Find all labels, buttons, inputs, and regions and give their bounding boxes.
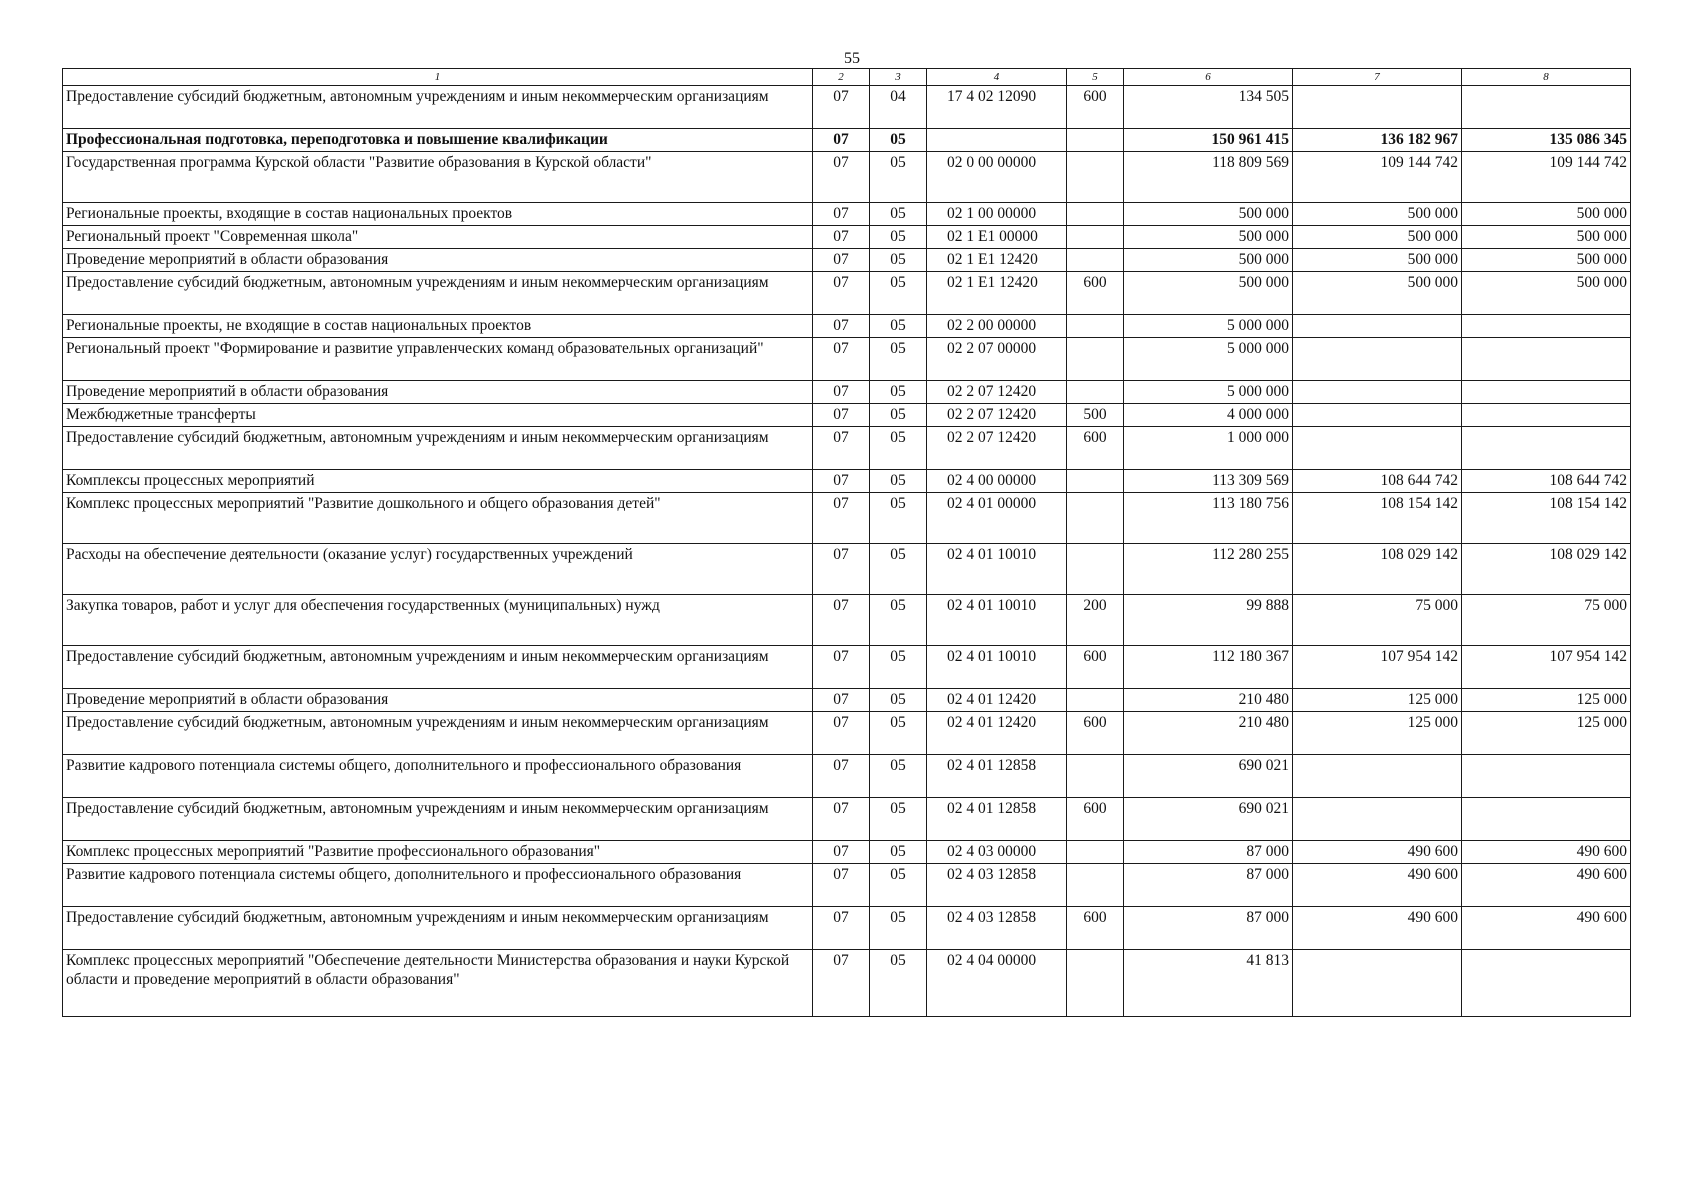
target-article-code: 02 2 07 12420	[927, 404, 1067, 427]
expense-type-code	[1067, 203, 1124, 226]
target-article-code: 02 4 01 10010	[927, 595, 1067, 646]
amount-column-8: 500 000	[1462, 249, 1631, 272]
target-article-code: 17 4 02 12090	[927, 86, 1067, 129]
amount-column-6: 690 021	[1124, 798, 1293, 841]
amount-column-7	[1293, 381, 1462, 404]
amount-column-7	[1293, 427, 1462, 470]
row-name: Государственная программа Курской области "Развитие образования в Курской области"	[63, 152, 813, 203]
expense-type-code: 600	[1067, 646, 1124, 689]
table-row	[63, 249, 1631, 272]
row-name: Развитие кадрового потенциала системы общего, дополнительного и профессионального образования	[63, 864, 813, 907]
amount-column-8	[1462, 798, 1631, 841]
table-body	[63, 69, 1631, 1017]
amount-column-6: 210 480	[1124, 712, 1293, 755]
column-number: 8	[1462, 69, 1631, 86]
amount-column-8: 108 644 742	[1462, 470, 1631, 493]
target-article-code: 02 2 00 00000	[927, 315, 1067, 338]
row-name: Региональные проекты, входящие в состав национальных проектов	[63, 203, 813, 226]
amount-column-6: 5 000 000	[1124, 381, 1293, 404]
row-name: Комплексы процессных мероприятий	[63, 470, 813, 493]
subsection-code: 05	[870, 381, 927, 404]
section-code: 07	[813, 544, 870, 595]
table-row	[63, 272, 1631, 315]
column-number-row	[63, 69, 1631, 86]
expense-type-code	[1067, 249, 1124, 272]
row-name: Предоставление субсидий бюджетным, автономным учреждениям и иным некоммерческим организациям	[63, 907, 813, 950]
table-row	[63, 646, 1631, 689]
section-code: 07	[813, 152, 870, 203]
section-code: 07	[813, 493, 870, 544]
amount-column-7	[1293, 798, 1462, 841]
amount-column-7: 490 600	[1293, 907, 1462, 950]
amount-column-6: 1 000 000	[1124, 427, 1293, 470]
amount-column-7: 500 000	[1293, 272, 1462, 315]
subsection-code: 05	[870, 755, 927, 798]
target-article-code: 02 1 E1 12420	[927, 249, 1067, 272]
amount-column-7: 108 644 742	[1293, 470, 1462, 493]
subsection-code: 05	[870, 129, 927, 152]
amount-column-7: 109 144 742	[1293, 152, 1462, 203]
amount-column-7	[1293, 755, 1462, 798]
section-code: 07	[813, 470, 870, 493]
target-article-code: 02 4 03 12858	[927, 864, 1067, 907]
amount-column-7: 125 000	[1293, 712, 1462, 755]
amount-column-8	[1462, 381, 1631, 404]
row-name: Проведение мероприятий в области образования	[63, 249, 813, 272]
amount-column-7: 500 000	[1293, 249, 1462, 272]
amount-column-8: 109 144 742	[1462, 152, 1631, 203]
section-code: 07	[813, 86, 870, 129]
table-row	[63, 595, 1631, 646]
column-number: 6	[1124, 69, 1293, 86]
expense-type-code	[1067, 493, 1124, 544]
subsection-code: 05	[870, 404, 927, 427]
row-name: Региональный проект "Современная школа"	[63, 226, 813, 249]
row-name: Проведение мероприятий в области образования	[63, 689, 813, 712]
subsection-code: 04	[870, 86, 927, 129]
section-code: 07	[813, 646, 870, 689]
amount-column-6: 500 000	[1124, 226, 1293, 249]
amount-column-6: 690 021	[1124, 755, 1293, 798]
section-code: 07	[813, 595, 870, 646]
subsection-code: 05	[870, 272, 927, 315]
amount-column-7: 107 954 142	[1293, 646, 1462, 689]
amount-column-8	[1462, 338, 1631, 381]
amount-column-7	[1293, 338, 1462, 381]
amount-column-8: 490 600	[1462, 864, 1631, 907]
target-article-code	[927, 129, 1067, 152]
table-row	[63, 381, 1631, 404]
amount-column-7: 500 000	[1293, 203, 1462, 226]
column-number: 4	[927, 69, 1067, 86]
target-article-code: 02 4 01 10010	[927, 646, 1067, 689]
section-code: 07	[813, 249, 870, 272]
subsection-code: 05	[870, 493, 927, 544]
table-row	[63, 712, 1631, 755]
subsection-code: 05	[870, 544, 927, 595]
amount-column-6: 87 000	[1124, 864, 1293, 907]
budget-table	[62, 68, 1631, 1017]
subsection-code: 05	[870, 841, 927, 864]
amount-column-7: 490 600	[1293, 841, 1462, 864]
expense-type-code	[1067, 381, 1124, 404]
subsection-code: 05	[870, 646, 927, 689]
subsection-code: 05	[870, 152, 927, 203]
section-code: 07	[813, 203, 870, 226]
table-row	[63, 544, 1631, 595]
target-article-code: 02 0 00 00000	[927, 152, 1067, 203]
target-article-code: 02 1 E1 12420	[927, 272, 1067, 315]
section-code: 07	[813, 950, 870, 1017]
amount-column-8	[1462, 427, 1631, 470]
amount-column-7: 108 154 142	[1293, 493, 1462, 544]
target-article-code: 02 4 01 00000	[927, 493, 1067, 544]
table-row	[63, 907, 1631, 950]
amount-column-8: 500 000	[1462, 272, 1631, 315]
table-row	[63, 203, 1631, 226]
section-code: 07	[813, 689, 870, 712]
expense-type-code	[1067, 950, 1124, 1017]
table-row	[63, 86, 1631, 129]
amount-column-6: 99 888	[1124, 595, 1293, 646]
section-code: 07	[813, 315, 870, 338]
amount-column-8	[1462, 950, 1631, 1017]
target-article-code: 02 1 E1 00000	[927, 226, 1067, 249]
target-article-code: 02 4 04 00000	[927, 950, 1067, 1017]
expense-type-code: 600	[1067, 427, 1124, 470]
subsection-code: 05	[870, 203, 927, 226]
amount-column-6: 150 961 415	[1124, 129, 1293, 152]
subsection-code: 05	[870, 950, 927, 1017]
expense-type-code: 600	[1067, 272, 1124, 315]
amount-column-6: 113 309 569	[1124, 470, 1293, 493]
amount-column-8: 135 086 345	[1462, 129, 1631, 152]
table-row	[63, 129, 1631, 152]
expense-type-code: 600	[1067, 712, 1124, 755]
target-article-code: 02 2 07 12420	[927, 381, 1067, 404]
row-name: Комплекс процессных мероприятий "Обеспечение деятельности Министерства образования и науки Курской области и проведение мероприятий в области образования"	[63, 950, 813, 1017]
expense-type-code	[1067, 841, 1124, 864]
section-code: 07	[813, 272, 870, 315]
amount-column-7: 500 000	[1293, 226, 1462, 249]
amount-column-8: 500 000	[1462, 226, 1631, 249]
table-row	[63, 689, 1631, 712]
amount-column-7: 136 182 967	[1293, 129, 1462, 152]
target-article-code: 02 4 01 10010	[927, 544, 1067, 595]
target-article-code: 02 2 07 00000	[927, 338, 1067, 381]
target-article-code: 02 4 01 12420	[927, 712, 1067, 755]
table-row	[63, 864, 1631, 907]
amount-column-7: 108 029 142	[1293, 544, 1462, 595]
target-article-code: 02 4 03 12858	[927, 907, 1067, 950]
subsection-code: 05	[870, 864, 927, 907]
subsection-code: 05	[870, 338, 927, 381]
amount-column-8	[1462, 315, 1631, 338]
row-name: Профессиональная подготовка, переподготовка и повышение квалификации	[63, 129, 813, 152]
amount-column-8	[1462, 404, 1631, 427]
expense-type-code: 200	[1067, 595, 1124, 646]
section-code: 07	[813, 798, 870, 841]
table-row	[63, 338, 1631, 381]
page-number: 55	[844, 50, 860, 67]
column-number: 7	[1293, 69, 1462, 86]
amount-column-6: 41 813	[1124, 950, 1293, 1017]
column-number: 2	[813, 69, 870, 86]
column-number: 1	[63, 69, 813, 86]
expense-type-code: 600	[1067, 907, 1124, 950]
row-name: Предоставление субсидий бюджетным, автономным учреждениям и иным некоммерческим организациям	[63, 272, 813, 315]
table-row	[63, 841, 1631, 864]
amount-column-7	[1293, 86, 1462, 129]
section-code: 07	[813, 712, 870, 755]
amount-column-8: 75 000	[1462, 595, 1631, 646]
expense-type-code	[1067, 864, 1124, 907]
expense-type-code	[1067, 470, 1124, 493]
target-article-code: 02 4 00 00000	[927, 470, 1067, 493]
amount-column-6: 113 180 756	[1124, 493, 1293, 544]
table-row	[63, 427, 1631, 470]
expense-type-code	[1067, 755, 1124, 798]
amount-column-7: 125 000	[1293, 689, 1462, 712]
section-code: 07	[813, 907, 870, 950]
subsection-code: 05	[870, 427, 927, 470]
expense-type-code: 600	[1067, 86, 1124, 129]
expense-type-code: 500	[1067, 404, 1124, 427]
section-code: 07	[813, 427, 870, 470]
section-code: 07	[813, 404, 870, 427]
expense-type-code	[1067, 689, 1124, 712]
table-row	[63, 152, 1631, 203]
amount-column-8: 490 600	[1462, 907, 1631, 950]
amount-column-6: 500 000	[1124, 203, 1293, 226]
amount-column-6: 134 505	[1124, 86, 1293, 129]
table-row	[63, 315, 1631, 338]
row-name: Расходы на обеспечение деятельности (оказание услуг) государственных учреждений	[63, 544, 813, 595]
subsection-code: 05	[870, 315, 927, 338]
target-article-code: 02 4 01 12858	[927, 755, 1067, 798]
amount-column-8	[1462, 86, 1631, 129]
expense-type-code: 600	[1067, 798, 1124, 841]
table-row	[63, 226, 1631, 249]
target-article-code: 02 4 01 12858	[927, 798, 1067, 841]
section-code: 07	[813, 864, 870, 907]
target-article-code: 02 1 00 00000	[927, 203, 1067, 226]
row-name: Развитие кадрового потенциала системы общего, дополнительного и профессионального образования	[63, 755, 813, 798]
amount-column-8: 125 000	[1462, 712, 1631, 755]
section-code: 07	[813, 755, 870, 798]
amount-column-8	[1462, 755, 1631, 798]
subsection-code: 05	[870, 249, 927, 272]
amount-column-8: 125 000	[1462, 689, 1631, 712]
subsection-code: 05	[870, 712, 927, 755]
table-row	[63, 950, 1631, 1017]
section-code: 07	[813, 841, 870, 864]
section-code: 07	[813, 129, 870, 152]
amount-column-8: 500 000	[1462, 203, 1631, 226]
expense-type-code	[1067, 152, 1124, 203]
amount-column-7: 75 000	[1293, 595, 1462, 646]
expense-type-code	[1067, 226, 1124, 249]
expense-type-code	[1067, 129, 1124, 152]
section-code: 07	[813, 338, 870, 381]
column-number: 3	[870, 69, 927, 86]
amount-column-6: 112 180 367	[1124, 646, 1293, 689]
amount-column-7: 490 600	[1293, 864, 1462, 907]
row-name: Предоставление субсидий бюджетным, автономным учреждениям и иным некоммерческим организациям	[63, 86, 813, 129]
subsection-code: 05	[870, 907, 927, 950]
row-name: Предоставление субсидий бюджетным, автономным учреждениям и иным некоммерческим организациям	[63, 427, 813, 470]
row-name: Межбюджетные трансферты	[63, 404, 813, 427]
amount-column-8: 107 954 142	[1462, 646, 1631, 689]
target-article-code: 02 4 03 00000	[927, 841, 1067, 864]
row-name: Комплекс процессных мероприятий "Развитие дошкольного и общего образования детей"	[63, 493, 813, 544]
row-name: Проведение мероприятий в области образования	[63, 381, 813, 404]
amount-column-8: 490 600	[1462, 841, 1631, 864]
subsection-code: 05	[870, 595, 927, 646]
amount-column-7	[1293, 950, 1462, 1017]
section-code: 07	[813, 381, 870, 404]
expense-type-code	[1067, 315, 1124, 338]
amount-column-8: 108 154 142	[1462, 493, 1631, 544]
amount-column-6: 5 000 000	[1124, 338, 1293, 381]
amount-column-6: 4 000 000	[1124, 404, 1293, 427]
row-name: Предоставление субсидий бюджетным, автономным учреждениям и иным некоммерческим организациям	[63, 798, 813, 841]
table-row	[63, 755, 1631, 798]
amount-column-6: 118 809 569	[1124, 152, 1293, 203]
amount-column-7	[1293, 315, 1462, 338]
amount-column-6: 87 000	[1124, 841, 1293, 864]
subsection-code: 05	[870, 226, 927, 249]
subsection-code: 05	[870, 798, 927, 841]
column-number: 5	[1067, 69, 1124, 86]
amount-column-6: 500 000	[1124, 272, 1293, 315]
amount-column-7	[1293, 404, 1462, 427]
row-name: Закупка товаров, работ и услуг для обеспечения государственных (муниципальных) нужд	[63, 595, 813, 646]
row-name: Комплекс процессных мероприятий "Развитие профессионального образования"	[63, 841, 813, 864]
amount-column-6: 87 000	[1124, 907, 1293, 950]
section-code: 07	[813, 226, 870, 249]
amount-column-6: 210 480	[1124, 689, 1293, 712]
table-row	[63, 798, 1631, 841]
row-name: Региональный проект "Формирование и развитие управленческих команд образовательных организаций"	[63, 338, 813, 381]
amount-column-6: 500 000	[1124, 249, 1293, 272]
subsection-code: 05	[870, 470, 927, 493]
row-name: Региональные проекты, не входящие в состав национальных проектов	[63, 315, 813, 338]
subsection-code: 05	[870, 689, 927, 712]
table-row	[63, 470, 1631, 493]
target-article-code: 02 2 07 12420	[927, 427, 1067, 470]
amount-column-6: 112 280 255	[1124, 544, 1293, 595]
table-row	[63, 404, 1631, 427]
target-article-code: 02 4 01 12420	[927, 689, 1067, 712]
table-row	[63, 493, 1631, 544]
amount-column-8: 108 029 142	[1462, 544, 1631, 595]
row-name: Предоставление субсидий бюджетным, автономным учреждениям и иным некоммерческим организациям	[63, 712, 813, 755]
row-name: Предоставление субсидий бюджетным, автономным учреждениям и иным некоммерческим организациям	[63, 646, 813, 689]
amount-column-6: 5 000 000	[1124, 315, 1293, 338]
expense-type-code	[1067, 338, 1124, 381]
expense-type-code	[1067, 544, 1124, 595]
